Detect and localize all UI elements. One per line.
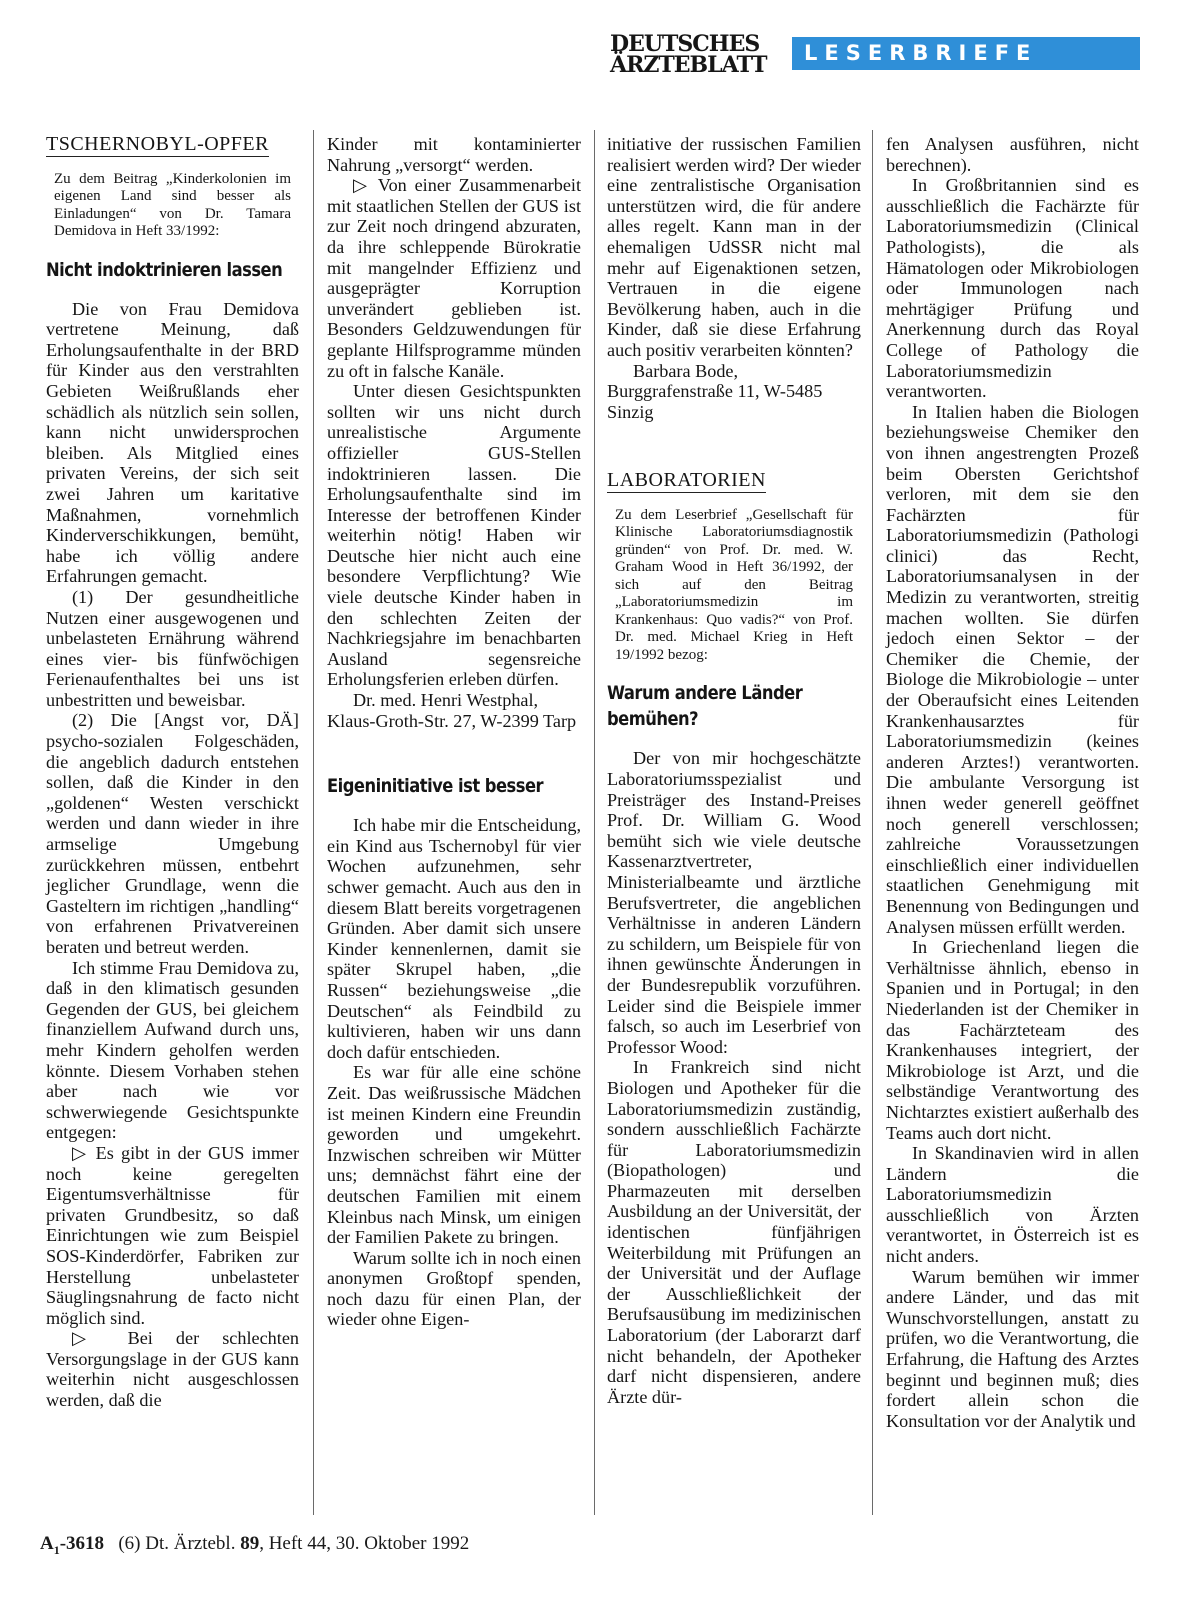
column-rule xyxy=(594,130,595,1515)
section-heading: LABORATORIEN xyxy=(607,469,766,492)
column-rule xyxy=(872,130,873,1515)
body-paragraph: Kinder mit kontaminierter Nahrung „versorgt“ werden. xyxy=(327,134,581,175)
column-rule xyxy=(313,130,314,1515)
body-paragraph: In Frankreich sind nicht Biologen und Apotheker für die Laboratoriumsmedizin zuständig, sondern ausschließlich Fachärzte für Laboratoriumsmedizin (Biopathologen) und Pharmazeuten mit derselben Ausbildung an der Universität, der identischen fünfjährigen Weiterbildung mit Prüfungen an der Universität und der Auflage der Ausschließlichkeit der Berufsausübung im medizinischen Laboratorium (der Laborarzt darf nicht behandeln, der Apotheker darf nicht dispensieren, andere Ärzte dür- xyxy=(607,1057,861,1407)
author-signature: Dr. med. Henri Westphal, Klaus-Groth-Str. 27, W-2399 Tarp xyxy=(327,690,577,731)
body-paragraph: Ich habe mir die Entscheidung, ein Kind aus Tschernobyl für vier Wochen aufzunehmen, sehr schwer gemacht. Auch aus den in diesem Blatt bereits vorgetragenen Gründen. Aber damit sich unsere Kinder kennenlernen, damit sie später Skrupel haben, „die Russen“ beziehungsweise „die Deutschen“ als Feindbild zu kultivieren, haben wir uns dann doch dafür entschieden. xyxy=(327,815,581,1062)
article-headline: Warum andere Länder bemühen? xyxy=(607,682,803,731)
body-paragraph: (2) Die [Angst vor, DÄ] psycho-sozialen Folgeschäden, die angeblich dadurch entstehen sollen, daß die Kinder in den „goldenen“ Westen verschickt werden und dann wieder in ihre armselige Umgebung zurückkehren müssen, entbehrt jeglicher Grundlage, wenn die Gasteltern im richtigen „handling“ von erfahrenen Privatvereinen beraten und betreut werden. xyxy=(46,710,299,957)
body-paragraph: In Griechenland liegen die Verhältnisse ähnlich, ebenso in Spanien und in Portugal; in den Niederlanden ist der Chemiker in das Fachärzteteam des Krankenhauses integriert, der Mikrobiologe ist Arzt, und die selbständige Verantwortung des Nichtarztes existiert außerhalb des Teams auch dort nicht. xyxy=(886,937,1139,1143)
page-code-prefix: A xyxy=(40,1533,54,1554)
page-code-number: -3618 xyxy=(59,1533,105,1554)
page-code xyxy=(40,1533,105,1557)
article-headline: Nicht indoktrinieren lassen xyxy=(46,258,283,281)
body-paragraph: Warum bemühen wir immer andere Länder, und das mit Wunschvorstellungen, anstatt zu prüfen, wo die Verantwortung, die Erfahrung, die Haftung des Arztes beginnt und beginnen muß; dies fordert allein schon die Konsultation vor der Analytik und xyxy=(886,1266,1139,1431)
volume-number: 89 xyxy=(240,1533,260,1554)
section-tag: LESERBRIEFE xyxy=(792,37,1140,70)
body-paragraph: Warum sollte ich in noch einen anonymen Großtopf spenden, noch dazu für einen Plan, der wieder ohne Eigen- xyxy=(327,1247,581,1330)
body-paragraph: (1) Der gesundheitliche Nutzen einer ausgewogenen und unbelasteten Ernährung während eines vier- bis fünfwöchigen Ferienaufenthaltes bei uns ist unbestritten und beweisbar. xyxy=(46,586,299,710)
body-paragraph: fen Analysen ausführen, nicht berechnen). xyxy=(886,134,1139,175)
body-paragraph: In Italien haben die Biologen beziehungsweise Chemiker den von ihnen angestrengten Prozeß beim Obersten Gerichtshof verloren, mit dem sie den Fachärzten für Laboratoriumsmedizin (Pathologi clinici) das Recht, Laboratoriumsanalysen in der Medizin zu verantworten, streitig machen wollten. Sie dürfen jedoch einen Sektor – der Chemiker die Chemie, der Biologe die Mikrobiologie – unter der Oberaufsicht eines Leitenden Krankenhausarztes für Laboratoriumsmedizin (keines anderen Arztes!) verantworten. Die ambulante Versorgung ist ihnen weder generell geöffnet noch generell verschlossen; zahlreiche Voraussetzungen einschließlich einer individuellen staatlichen Genehmigung mit Benennung von Bedingungen und Analysen müssen erfüllt werden. xyxy=(886,401,1139,937)
page-footer xyxy=(40,1533,469,1558)
body-paragraph: Unter diesen Gesichtspunkten sollten wir uns nicht durch unrealistische Argumente offizieller GUS-Stellen indoktrinieren lassen. Die Erholungsaufenthalte sind im Interesse der betroffenen Kinder weiterhin nötig! Haben wir Deutsche hier nicht auch eine besondere Verpflichtung? Wie viele deutsche Kinder haben in den schlechten Zeiten der Nachkriegsjahre im benachbarten Ausland segensreiche Erholungsferien erleben dürfen. xyxy=(327,381,581,690)
page-code-sub: 1 xyxy=(53,1542,60,1557)
body-paragraph: Der von mir hochgeschätzte Laboratoriumsspezialist und Preisträger des Instand-Preises Prof. Dr. William G. Wood bemüht sich wie viele deutsche Kassenarztvertreter, Ministerialbeamte und ärztliche Berufsvertreter, die angeblichen Verhältnisse in anderen Ländern zu schildern, um Beispiele für von ihnen gewünschte Änderungen in der Bundesrepublik vorzuführen. Leider sind die Beispiele immer falsch, so auch im Leserbrief von Professor Wood: xyxy=(607,748,861,1057)
column-4 xyxy=(886,134,1139,1431)
reference-note: Zu dem Leserbrief „Gesellschaft für Klinische Laboratoriumsdiagnostik gründen“ von Prof. Dr. med. W. Graham Wood in Heft 36/1992, der sich auf den Beitrag „Laboratoriumsmedizin im Krankenhaus: Quo vadis?“ von Prof. Dr. med. Michael Krieg in Heft 19/1992 bezog: xyxy=(615,506,853,663)
journal-logo xyxy=(610,33,783,76)
body-paragraph: ▷ Von einer Zusammenarbeit mit staatlichen Stellen der GUS ist zur Zeit noch dringend abzuraten, da ihre schleppende Bürokratie mit mangelnder Effizienz und ausgeprägter Korruption unverändert geblieben ist. Besonders Geldzuwendungen für geplante Hilfsprogramme münden zu oft in falsche Kanäle. xyxy=(327,175,581,381)
issue-text: (6) Dt. Ärztebl. xyxy=(118,1533,236,1554)
body-paragraph: ▷ Bei der schlechten Versorgungslage in der GUS kann weiterhin nicht ausgeschlossen werden, daß die xyxy=(46,1328,299,1411)
column-1 xyxy=(46,134,299,1411)
article-headline: Eigeninitiative ist besser xyxy=(327,775,544,798)
body-paragraph: Ich stimme Frau Demidova zu, daß in den klimatisch gesunden Gegenden der GUS, bei gleichem finanziellem Aufwand durch uns, mehr Kindern geholfen werden könnte. Diesem Vorhaben stehen aber nach wie vor schwerwiegende Gesichtspunkte entgegen: xyxy=(46,957,299,1143)
section-heading: TSCHERNOBYL-OPFER xyxy=(46,133,269,155)
column-2 xyxy=(327,134,581,1330)
reference-note: Zu dem Beitrag „Kinderkolonien im eigenen Land sind besser als Einladungen“ von Dr. Tamara Demidova in Heft 33/1992: xyxy=(54,170,291,240)
body-paragraph: Es war für alle eine schöne Zeit. Das weißrussische Mädchen ist meinen Kindern eine Freundin geworden und umgekehrt. Inzwischen schreiben wir Mütter uns; demnächst fährt eine der deutschen Familien mit einem Kleinbus nach Minsk, um einigen der Familien Pakete zu bringen. xyxy=(327,1062,581,1248)
body-paragraph: initiative der russischen Familien realisiert werden wird? Der wieder eine zentralistische Organisation unterstützen wird, die für andere alles regelt. Kann man in der ehemaligen UdSSR nicht mal mehr auf Eigenaktionen setzen, Vertrauen in die eigene Bevölkerung haben, auch in die Kinder, daß sie diese Erfahrung auch positiv verarbeiten könnten? xyxy=(607,134,861,360)
author-signature: Barbara Bode, Burggrafenstraße 11, W-5485 Sinzig xyxy=(607,360,823,422)
logo-line-2: ÄRZTEBLATT xyxy=(610,52,767,78)
body-paragraph: In Großbritannien sind es ausschließlich die Fachärzte für Laboratoriumsmedizin (Clinical Pathologists), die als Hämatologen oder Mikrobiologen oder Immunologen nach mehrtägiger Prüfung und Anerkennung durch das Royal College of Pathology die Laboratoriumsmedizin verantworten. xyxy=(886,175,1139,402)
body-paragraph: In Skandinavien wird in allen Ländern die Laboratoriumsmedizin ausschließlich von Ärzten verantwortet, in Österreich ist es nicht anders. xyxy=(886,1143,1139,1267)
body-paragraph: Die von Frau Demidova vertretene Meinung, daß Erholungsaufenthalte in der BRD für Kinder aus den verstrahlten Gebieten Weißrußlands eher schädlich als nützlich sein sollen, kann nicht unwidersprochen bleiben. Als Mitglied eines privaten Vereins, der sich seit zwei Jahren um karitative Maßnahmen, vornehmlich Kinderverschikkungen, bemüht, habe ich völlig andere Erfahrungen gemacht. xyxy=(46,298,299,587)
logo-line-1: DEUTSCHES xyxy=(610,31,760,57)
issue-date: , Heft 44, 30. Oktober 1992 xyxy=(259,1533,470,1554)
column-3 xyxy=(607,134,861,1407)
body-paragraph: ▷ Es gibt in der GUS immer noch keine geregelten Eigentumsverhältnisse für privaten Grundbesitz, so daß Einrichtungen wie zum Beispiel SOS-Kinderdörfer, Fabriken zur Herstellung unbelasteter Säuglingsnahrung de facto nicht möglich sind. xyxy=(46,1142,299,1328)
